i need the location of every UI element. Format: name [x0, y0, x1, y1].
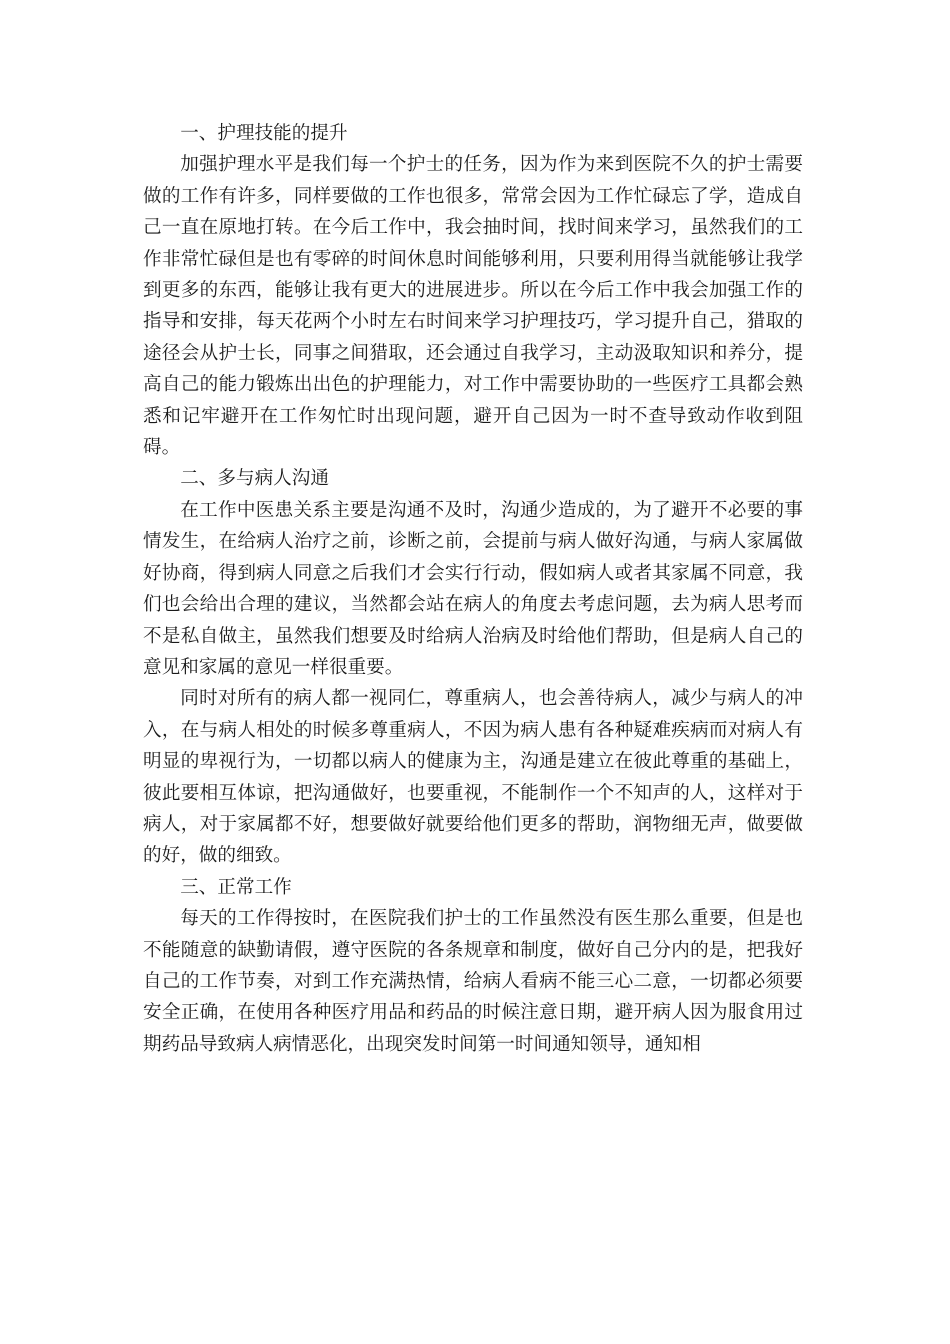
- paragraph-normal-work: 每天的工作得按时，在医院我们护士的工作虽然没有医生那么重要，但是也不能随意的缺勤请假，遵守医院的各条规章和制度，做好自己分内的是，把我好自己的工作节奏，对到工作充满热情，给病人看病不能三心二意，一切都必须要安全正确，在使用各种医疗用品和药品的时候注意日期，避开病人因为服食用过期药品导致病人病情恶化，出现突发时间第一时间通知领导，通知相: [143, 908, 803, 1055]
- section-heading-communication: 二、多与病人沟通: [180, 468, 329, 490]
- section-heading-skills: 一、护理技能的提升: [180, 123, 348, 144]
- document-body: [143, 118, 803, 1060]
- paragraph-communication-1: 在工作中医患关系主要是沟通不及时，沟通少造成的，为了避开不必要的事情发生，在给病人治疗之前，诊断之前，会提前与病人做好沟通，与病人家属做好协商，得到病人同意之后我们才会实行行动，假如病人或者其家属不同意，我们也会给出合理的建议，当然都会站在病人的角度去考虑问题，去为病人思考而不是私自做主，虽然我们想要及时给病人治病及时给他们帮助，但是病人自己的意见和家属的意见一样很重要。: [143, 499, 803, 678]
- section-heading-normal-work: 三、正常工作: [180, 876, 292, 898]
- paragraph-skills: 加强护理水平是我们每一个护士的任务，因为作为来到医院不久的护士需要做的工作有许多，同样要做的工作也很多，常常会因为工作忙碌忘了学，造成自己一直在原地打转。在今后工作中，我会抽时间，找时间来学习，虽然我们的工作非常忙碌但是也有零碎的时间休息时间能够利用，只要利用得当就能够让我学到更多的东西，能够让我有更大的进展进步。所以在今后工作中我会加强工作的指导和安排，每天花两个小时左右时间来学习护理技巧，学习提升自己，猎取的途径会从护士长，同事之间猎取，还会通过自我学习，主动汲取知识和养分，提高自己的能力锻炼出出色的护理能力，对工作中需要协助的一些医疗工具都会熟悉和记牢避开在工作匆忙时出现问题，避开自己因为一时不查导致动作收到阻碍。: [143, 154, 803, 459]
- paragraph-communication-2: 同时对所有的病人都一视同仁，尊重病人，也会善待病人，减少与病人的冲入，在与病人相处的时候多尊重病人，不因为病人患有各种疑难疾病而对病人有明显的卑视行为，一切都以病人的健康为主，沟通是建立在彼此尊重的基础上，彼此要相互体谅，把沟通做好，也要重视，不能制作一个不知声的人，这样对于病人，对于家属都不好，想要做好就要给他们更多的帮助，润物细无声，做要做的好，做的细致。: [143, 688, 803, 867]
